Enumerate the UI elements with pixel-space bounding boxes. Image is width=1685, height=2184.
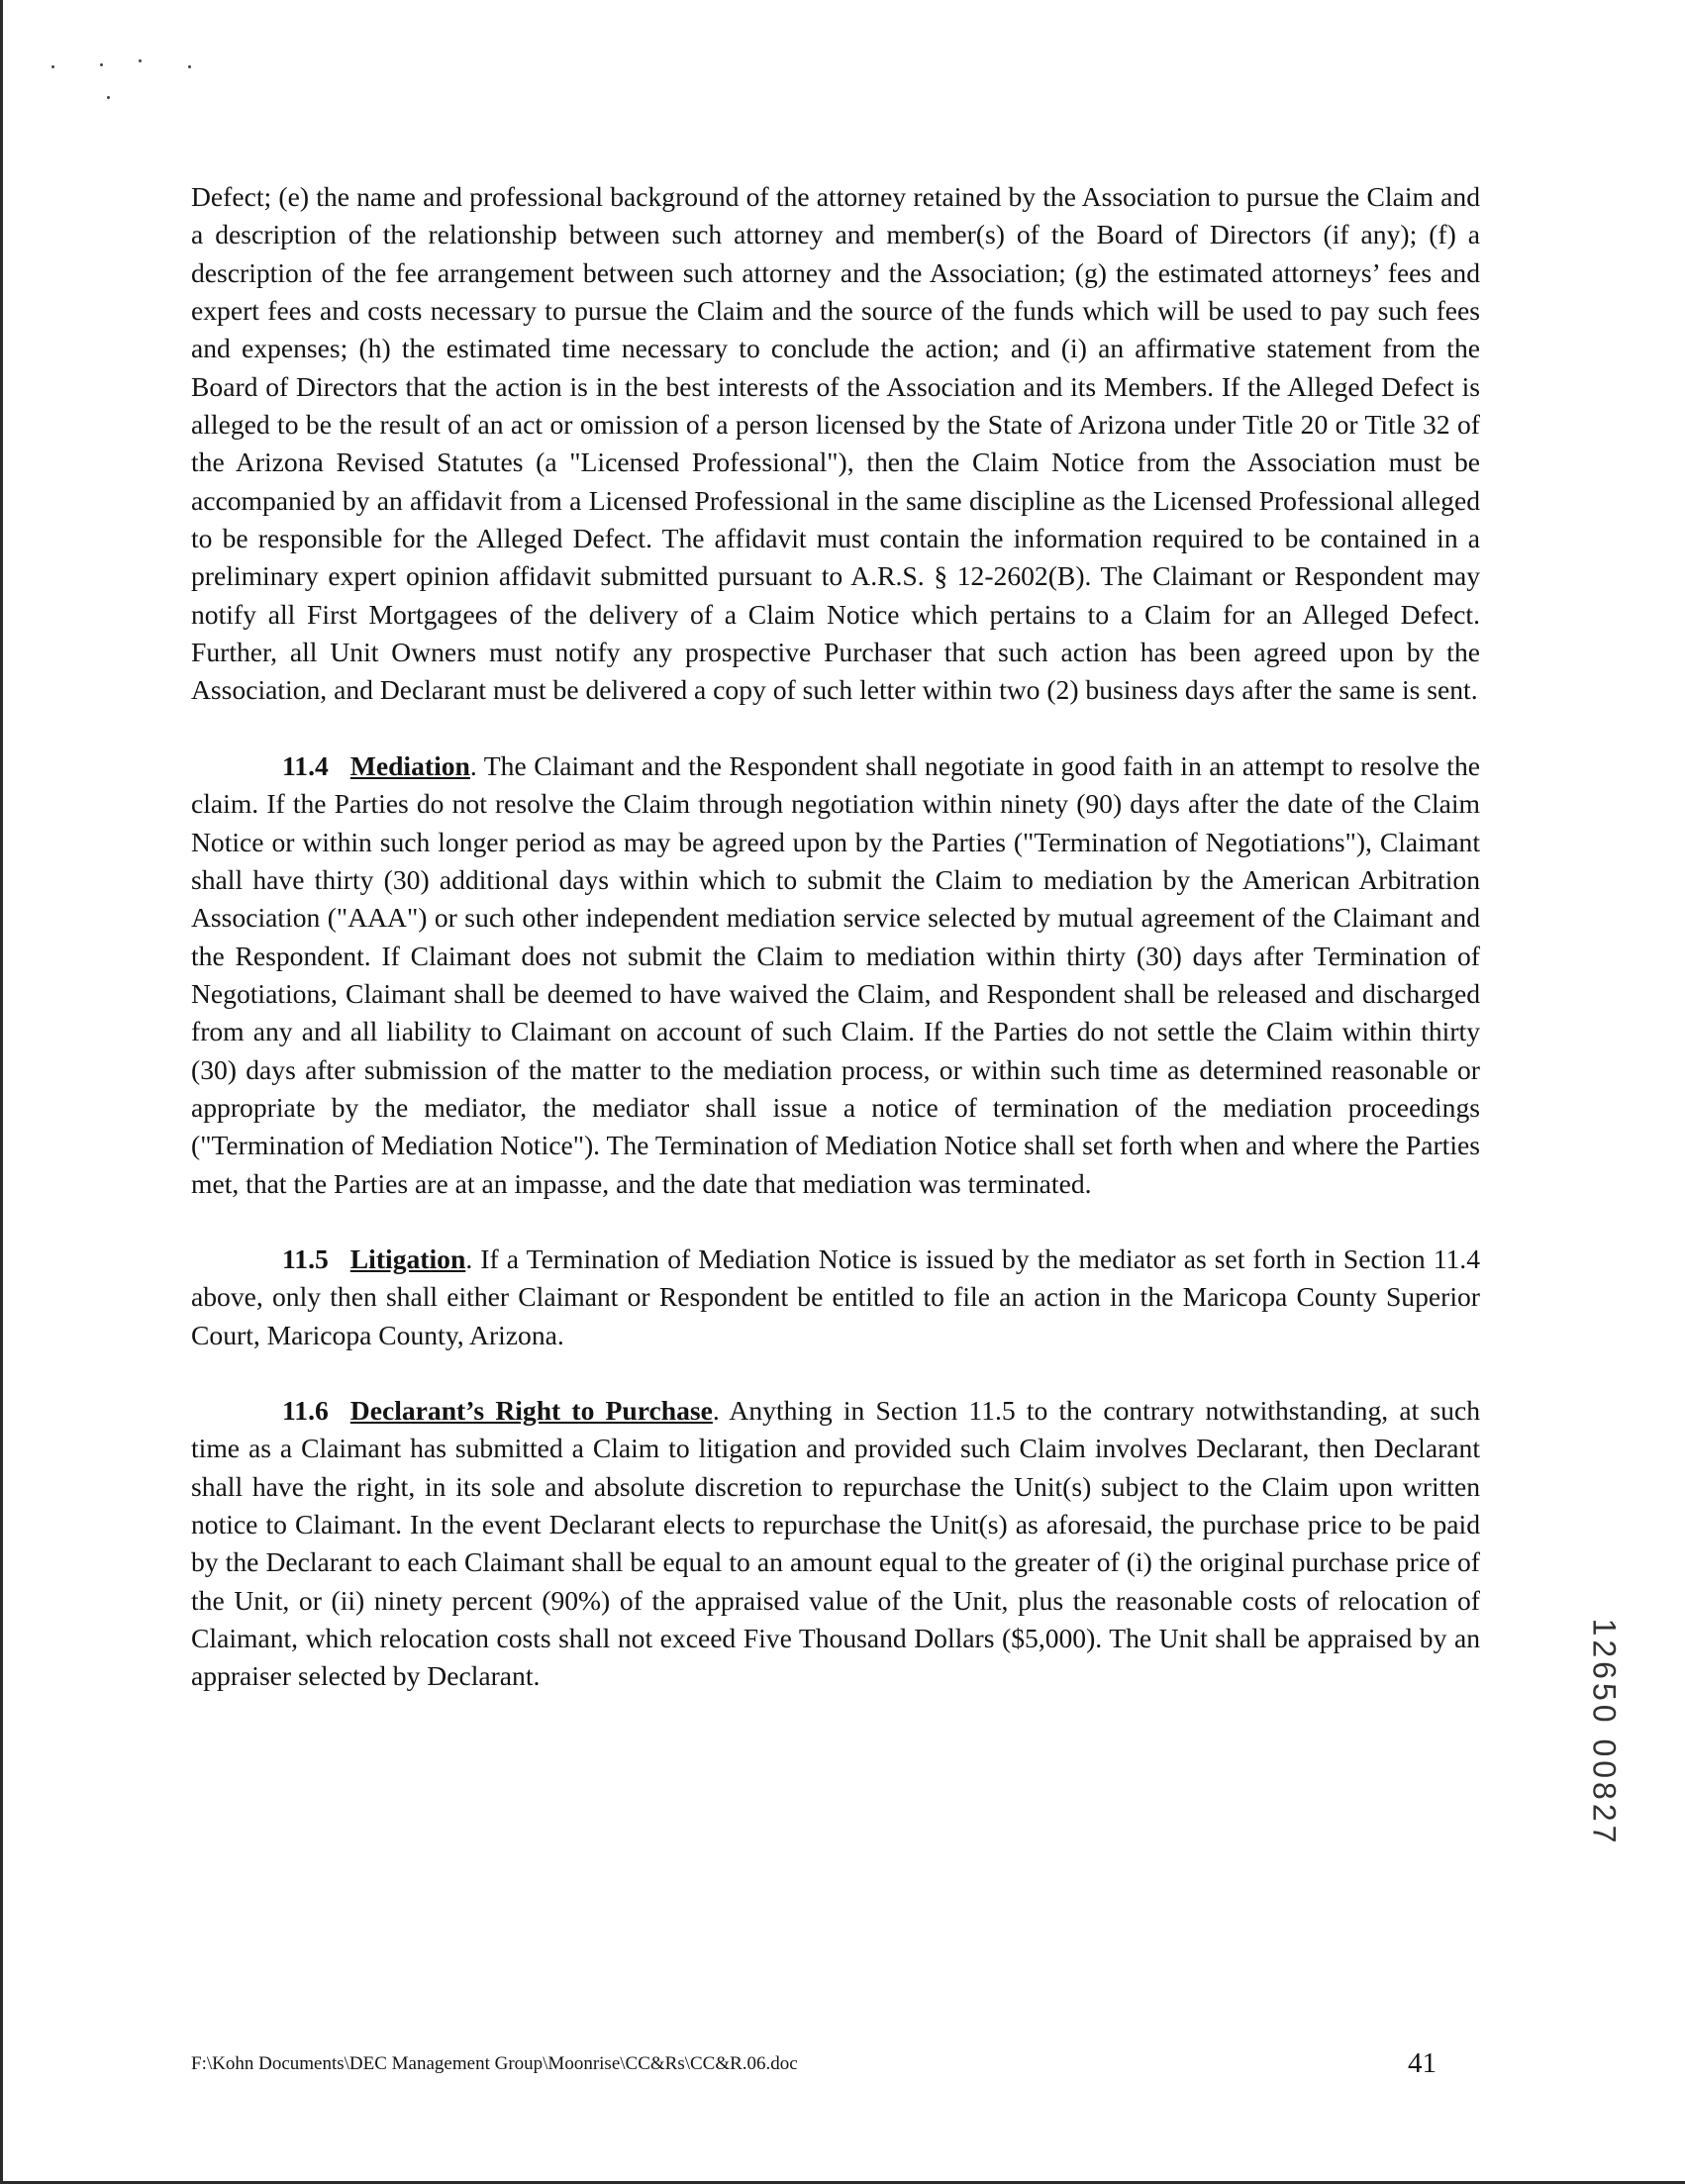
page-number: 41 — [1408, 2047, 1437, 2079]
section-title: Declarant’s Right to Purchase — [349, 1394, 713, 1426]
section-title: Mediation — [349, 749, 470, 781]
paragraph-gap — [191, 1203, 1480, 1241]
section-number: 11.4 — [282, 749, 329, 781]
paragraph-gap — [191, 1354, 1480, 1392]
paragraph-gap — [191, 710, 1480, 747]
section-number: 11.5 — [282, 1242, 329, 1274]
section-11-4-mediation — [191, 747, 1480, 1203]
page-footer — [191, 2047, 1480, 2087]
document-body — [191, 178, 1480, 1696]
paragraph-text: Defect; (e) the name and professional background of the attorney retained by the Association to pursue the Claim and a description of the relationship between such attorney and member(s) of the Board of Directors (if any); (f) a description of the fee arrangement between such attorney and the Association; (g) the estimated attorneys’ fees and expert fees and costs necessary to pursue the Claim and the source of the funds which will be used to pay such fees and expenses; (h) the estimated time necessary to conclude the action; and (i) an affirmative statement from the Board of Directors that the action is in the best interests of the Association and its Members. If the Alleged Defect is alleged to be the result of an act or omission of a person licensed by the State of Arizona under Title 20 or Title 32 of the Arizona Revised Statutes (a "Licensed Professional"), then the Claim Notice from the Association must be accompanied by an affidavit from a Licensed Professional in the same discipline as the Licensed Professional alleged to be responsible for the Alleged Defect. The affidavit must contain the information required to be contained in a preliminary expert opinion affidavit submitted pursuant to A.R.S. § 12-2602(B). The Claimant or Respondent may notify all First Mortgagees of the delivery of a Claim Notice which pertains to a Claim for an Alleged Defect. Further, all Unit Owners must notify any prospective Purchaser that such action has been agreed upon by the Association, and Declarant must be delivered a copy of such letter within two (2) business days after the same is sent. — [191, 181, 1480, 706]
paragraph-continuation — [191, 178, 1480, 710]
recording-stamp — [1584, 1604, 1624, 1861]
scan-speck — [51, 65, 54, 68]
section-title: Litigation — [349, 1242, 466, 1274]
section-text: . If a Termination of Mediation Notice is issued by the mediator as set forth in Section 11.4 above, only then shall either Claimant or Respondent be entitled to file an action in the Maricopa County Superior Court, Maricopa County, Arizona. — [191, 1242, 1480, 1350]
section-11-6-declarants-right-to-purchase — [191, 1392, 1480, 1696]
scan-left-edge — [0, 0, 3, 2184]
footer-file-path: F:\Kohn Documents\DEC Management Group\Moonrise\CC&Rs\CC&R.06.doc — [191, 2053, 798, 2074]
section-number: 11.6 — [282, 1394, 329, 1426]
section-text: . The Claimant and the Respondent shall negotiate in good faith in an attempt to resolve the claim. If the Parties do not resolve the Claim through negotiation within ninety (90) days after the date of the Claim Notice or within such longer period as may be agreed upon by the Parties ("Termination of Negotiations"), Claimant shall have thirty (30) additional days within which to submit the Claim to mediation by the American Arbitration Association ("AAA") or such other independent mediation service selected by mutual agreement of the Claimant and the Respondent. If Claimant does not submit the Claim to mediation within thirty (30) days after Termination of Negotiations, Claimant shall be deemed to have waived the Claim, and Respondent shall be released and discharged from any and all liability to Claimant on account of such Claim. If the Parties do not settle the Claim within thirty (30) days after submission of the matter to the mediation process, or within such time as determined reasonable or appropriate by the mediator, the mediator shall issue a notice of termination of the mediation proceedings ("Termination of Mediation Notice"). The Termination of Mediation Notice shall set forth when and where the Parties met, that the Parties are at an impasse, and the date that mediation was terminated. — [191, 749, 1480, 1199]
recording-stamp-text: 12650 00827 — [1586, 1618, 1623, 1847]
scan-speck — [100, 63, 103, 66]
section-text: . Anything in Section 11.5 to the contrary notwithstanding, at such time as a Claimant has submitted a Claim to litigation and provided such Claim involves Declarant, then Declarant shall have the right, in its sole and absolute discretion to repurchase the Unit(s) subject to the Claim upon written notice to Claimant. In the event Declarant elects to repurchase the Unit(s) as aforesaid, the purchase price to be paid by the Declarant to each Claimant shall be equal to an amount equal to the greater of (i) the original purchase price of the Unit, or (ii) ninety percent (90%) of the appraised value of the Unit, plus the reasonable costs of relocation of Claimant, which relocation costs shall not exceed Five Thousand Dollars ($5,000). The Unit shall be appraised by an appraiser selected by Declarant. — [191, 1394, 1480, 1692]
scan-speck — [139, 59, 142, 62]
scan-speck — [107, 96, 110, 99]
section-11-5-litigation — [191, 1241, 1480, 1354]
scan-speck — [188, 65, 191, 68]
